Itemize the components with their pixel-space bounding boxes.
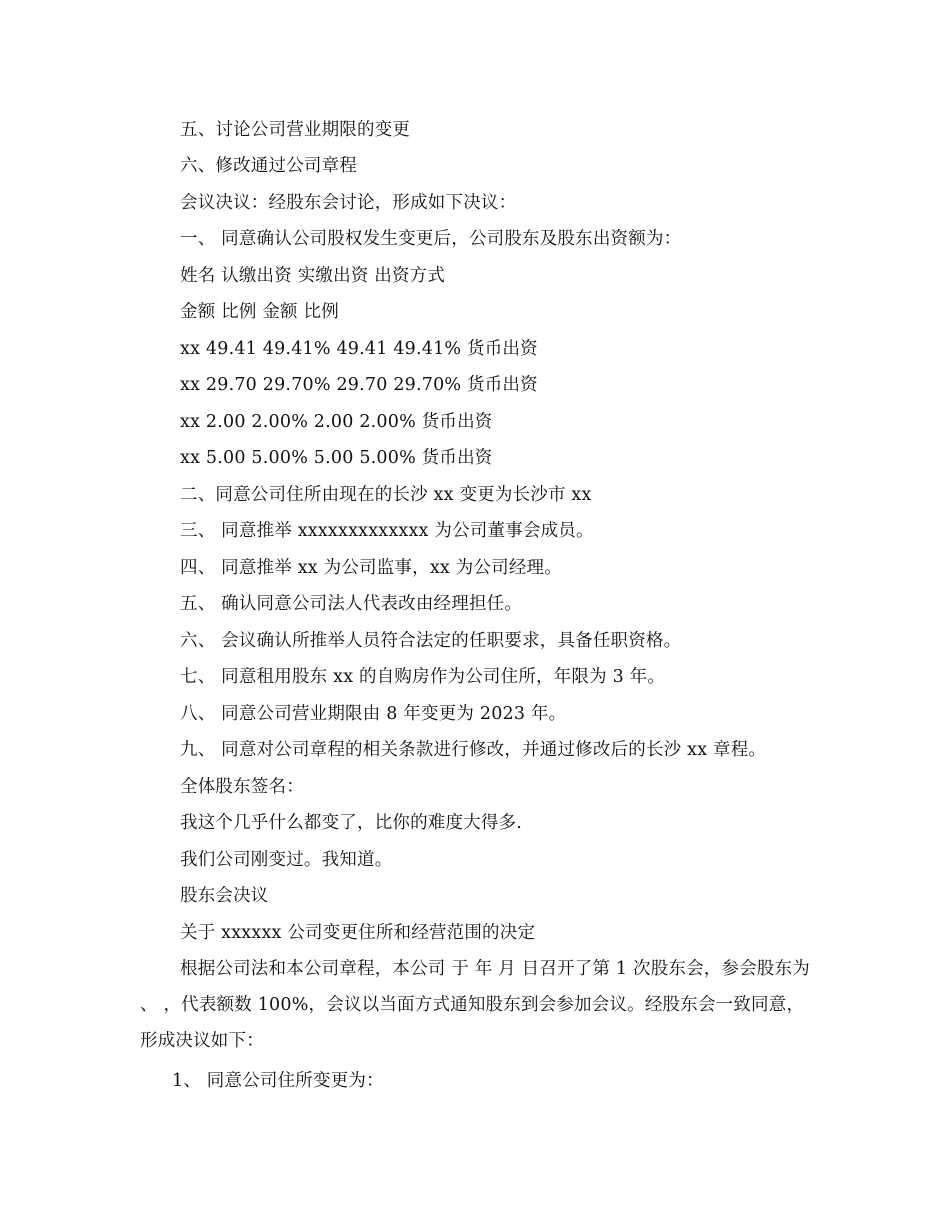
text-line: 九、 同意对公司章程的相关条款进行修改，并通过修改后的长沙 xx 章程。 [180,740,767,760]
text-line: 1、 同意公司住所变更为： [172,1071,384,1091]
text-line: 一、 同意确认公司股权发生变更后，公司股东及股东出资额为： [180,229,682,249]
text-line: 我这个几乎什么都变了，比你的难度大得多. [180,813,523,833]
body-paragraph: 根据公司法和本公司章程，本公司 于 年 月 日召开了第 1 次股东会，参会股东为 、 ，代表额数 100%，会议以当面方式通知股东到会参加会议。经股东会一致同意，形成决议如下： [140,959,811,1051]
text-line: 三、 同意推举 xxxxxxxxxxxxx 为公司董事会成员。 [180,521,594,541]
table-row: xx 2.00 2.00% 2.00 2.00% 货币出资 [180,412,493,432]
text-line: 六、 会议确认所推举人员符合法定的任职要求，具备任职资格。 [180,631,682,651]
text-line: 八、 同意公司营业期限由 8 年变更为 2023 年。 [180,704,567,724]
section-title: 股东会决议 [180,886,269,906]
text-line: 五、讨论公司营业期限的变更 [180,120,411,140]
text-line: 二、同意公司住所由现在的长沙 xx 变更为长沙市 xx [180,485,592,505]
text-line: 全体股东签名： [180,777,304,797]
text-line: 七、 同意租用股东 xx 的自购房作为公司住所，年限为 3 年。 [180,667,666,687]
table-row: xx 5.00 5.00% 5.00 5.00% 货币出资 [180,448,493,468]
text-line: 六、修改通过公司章程 [180,156,357,176]
text-line: 会议决议：经股东会讨论，形成如下决议： [180,193,517,213]
table-subheader-line: 金额 比例 金额 比例 [180,302,339,322]
text-line: 五、 确认同意公司法人代表改由经理担任。 [180,594,523,614]
table-row: xx 49.41 49.41% 49.41 49.41% 货币出资 [180,339,538,359]
table-header-line: 姓名 认缴出资 实缴出资 出资方式 [180,266,446,286]
resolution-subject: 关于 xxxxxx 公司变更住所和经营范围的决定 [180,923,536,943]
text-line: 四、 同意推举 xx 为公司监事，xx 为公司经理。 [180,558,562,578]
text-line: 我们公司刚变过。我知道。 [180,850,393,870]
table-row: xx 29.70 29.70% 29.70 29.70% 货币出资 [180,375,538,395]
